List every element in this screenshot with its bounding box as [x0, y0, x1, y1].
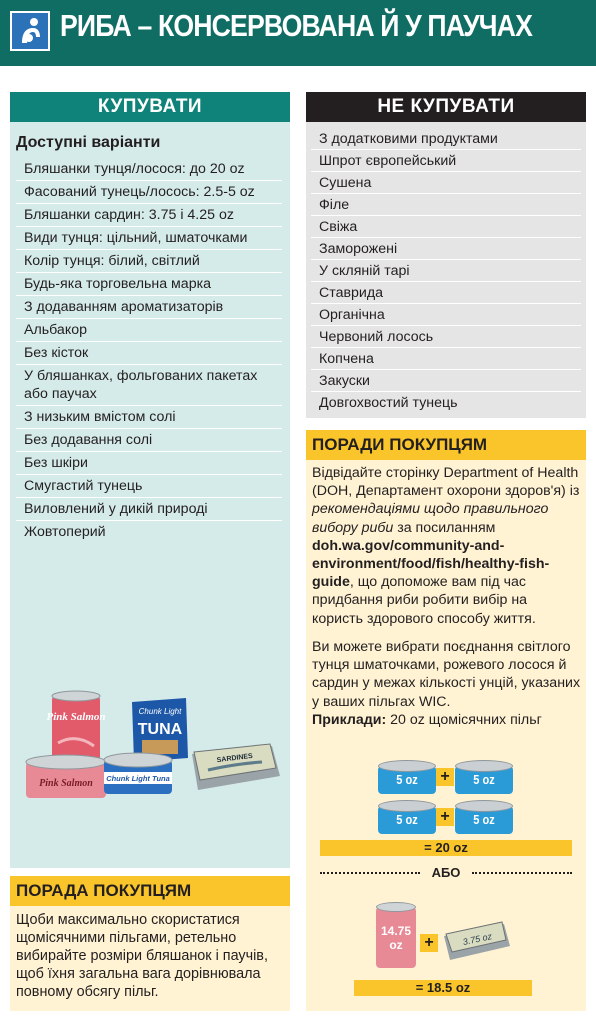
list-item: Бляшанки тунця/лосося: до 20 oz: [16, 158, 282, 181]
list-item: Виловлений у дикій природі: [16, 498, 282, 521]
list-item: У скляній тарі: [311, 260, 581, 282]
or-text: АБО: [431, 865, 461, 880]
list-item: Види тунця: цільний, шматочками: [16, 227, 282, 250]
pink-salmon-short-can-icon: [26, 755, 106, 798]
product-photo: [22, 688, 282, 810]
tips-text: за посиланням: [393, 519, 496, 536]
page-header: [0, 0, 596, 66]
or-divider: [320, 866, 572, 880]
list-item: З низьким вмістом солі: [16, 406, 282, 429]
tips-paragraph-2: [312, 638, 582, 729]
list-item: Бляшанки сардин: 3.75 і 4.25 oz: [16, 204, 282, 227]
tuna-pouch-top-label: Chunk Light: [138, 707, 182, 716]
can-icon: 5 oz: [455, 800, 513, 834]
can-icon: 5 oz: [455, 760, 513, 794]
sardine-tin-icon: [440, 918, 512, 964]
dont-buy-heading: НЕ КУПУВАТИ: [306, 92, 586, 122]
list-item: Свіжа: [311, 216, 581, 238]
list-item: З додаванням ароматизаторів: [16, 296, 282, 319]
list-item: Заморожені: [311, 238, 581, 260]
can-icon: 5 oz: [378, 760, 436, 794]
page-title: РИБА – КОНСЕРВОВАНА Й У ПАУЧАХ: [60, 8, 532, 43]
buy-list: [16, 158, 282, 543]
available-options-title: Доступні варіанти: [16, 134, 161, 151]
list-item: З додатковими продуктами: [311, 128, 581, 150]
examples-label: Приклади:: [312, 711, 387, 728]
big-can-label: 14.75 oz: [380, 924, 412, 952]
list-item: Без додавання солі: [16, 429, 282, 452]
list-item: Копчена: [311, 348, 581, 370]
shopping-tip-heading: ПОРАДА ПОКУПЦЯМ: [10, 876, 290, 906]
tips-paragraph-1: [312, 464, 582, 628]
tuna-pouch-icon: [132, 698, 188, 762]
tuna-pouch-label: TUNA: [137, 721, 183, 738]
list-item: Сушена: [311, 172, 581, 194]
list-item: Без шкіри: [16, 452, 282, 475]
list-item: Червоний лосось: [311, 326, 581, 348]
list-item: Фасований тунець/лосось: 2.5-5 oz: [16, 181, 282, 204]
list-item: Смугастий тунець: [16, 475, 282, 498]
dont-buy-list: [311, 128, 581, 413]
plus-icon: +: [420, 934, 438, 952]
list-item: У бляшанках, фольгованих пакетах або паучах: [16, 365, 282, 406]
list-item: Ставрида: [311, 282, 581, 304]
list-item: Довгохвостий тунець: [319, 394, 458, 411]
examples-text: 20 oz щомісячних пільг: [386, 711, 542, 728]
sum-20oz: = 20 oz: [320, 840, 572, 856]
salmon-can-icon: [376, 902, 416, 968]
can-icon: 5 oz: [378, 800, 436, 834]
tips-emphasis: рекомендаціями щодо правильного вибору риби: [312, 501, 549, 536]
shopping-tip-text: Щоби максимально скористатися щомісячними пільгами, ретельно вибирайте розміри бляшанок і паучів, щоб їхня загальна вага дорівнювала повному обсягу пільг.: [10, 906, 290, 1011]
sardines-tin-icon: [192, 744, 280, 790]
plus-icon: +: [436, 808, 454, 826]
list-item: Без кісток: [16, 342, 282, 365]
list-item: Колір тунця: білий, світлий: [16, 250, 282, 273]
list-item: Будь-яка торговельна марка: [16, 273, 282, 296]
sum-18-5oz: = 18.5 oz: [354, 980, 532, 996]
tips-text: Ви можете вибрати поєднання світлого тунця шматочками, рожевого лосося й сардин у межах кількості унцій, указаних у ваших пільгах WIC.: [312, 639, 581, 710]
tuna-can-label: Chunk Light Tuna: [106, 774, 170, 783]
list-item: Шпрот європейський: [311, 150, 581, 172]
list-item: Філе: [311, 194, 581, 216]
shopping-tips-heading: ПОРАДИ ПОКУПЦЯМ: [306, 430, 586, 460]
tuna-can-icon: [104, 753, 172, 794]
small-can-label: 3.75 oz: [461, 931, 493, 948]
pink-salmon-label-1: Pink Salmon: [46, 711, 106, 723]
tips-text: , що допоможе вам під час придбання риби робити вибір на користь здорового способу життя.: [312, 574, 536, 627]
sardines-label: SARDINES: [216, 752, 254, 765]
list-item: Закуски: [311, 370, 581, 392]
buy-heading: КУПУВАТИ: [10, 92, 290, 122]
list-item: Органічна: [311, 304, 581, 326]
pink-salmon-label-2: Pink Salmon: [39, 778, 93, 789]
plus-icon: +: [436, 768, 454, 786]
wic-mother-child-icon: [10, 11, 50, 51]
list-item: Жовтоперий: [24, 524, 106, 540]
list-item: Альбакор: [16, 319, 282, 342]
doh-link[interactable]: doh.wa.gov/community-and-environment/food/fish/healthy-fish-guide: [312, 537, 550, 591]
tips-text: Відвідайте сторінку Department of Health (DOH, Департамент охорони здоров'я) із: [312, 465, 580, 500]
